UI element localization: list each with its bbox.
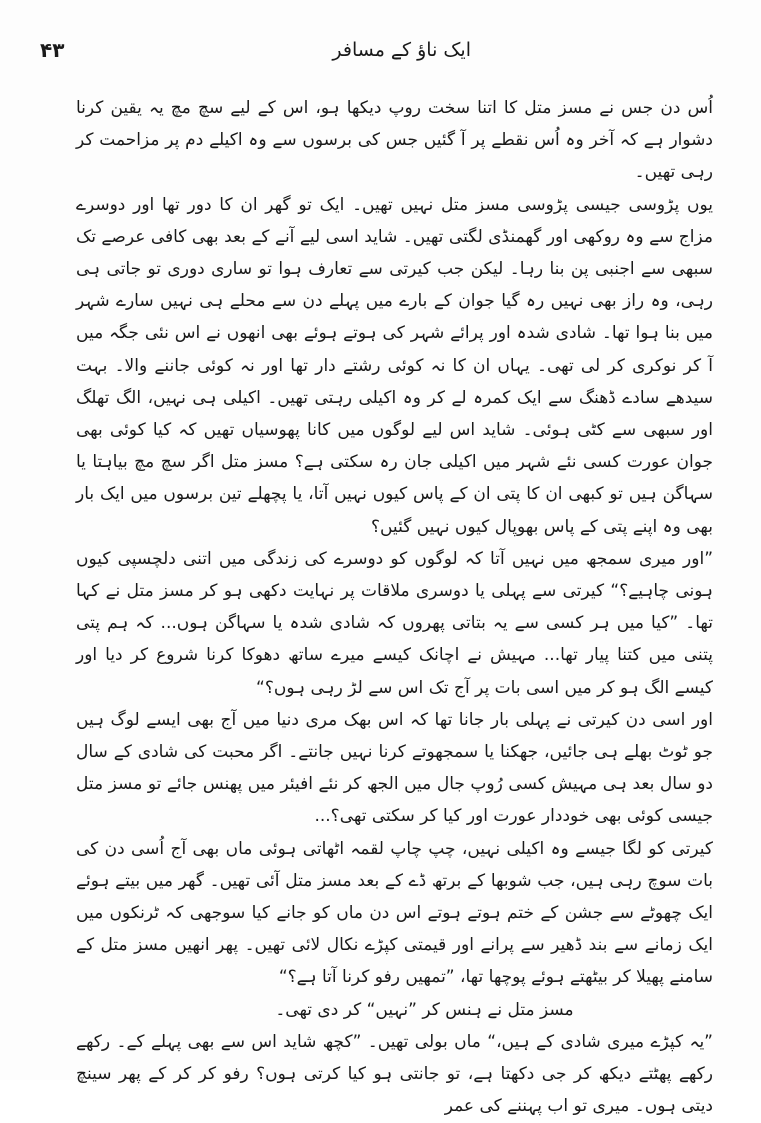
paragraph: اُس دن جس نے مسز متل کا اتنا سخت روپ دیکھا ہو، اس کے لیے سچ مچ یہ یقین کرنا دشوار ہے کہ آخر وہ اُس نقطے پر آ گئیں جس کی برسوں سے وہ اکیلے دم پر مزاحمت کر رہی تھیں۔ <box>76 98 713 183</box>
paragraph: یوں پڑوسی جیسی پڑوسی مسز متل نہیں تھیں۔ ایک تو گھر ان کا دور تھا اور دوسرے مزاج سے وہ روکھی اور گھمنڈی لگتی تھیں۔ شاید اسی لیے آنے کے بعد بھی کافی عرصے تک سبھی سے اجنبی پن بنا رہا۔ لیکن جب کیرتی سے تعارف ہوا تو ساری دوری تو جاتی ہی رہی، وہ راز بھی نہیں رہ گیا جوان کے بارے میں پہلے دن سے محلے ہی نہیں سارے شہر میں بنا ہوا تھا۔ شادی شدہ اور پرائے شہر کی ہوتے ہوئے بھی انھوں نے اس نئی جگہ میں آ کر نوکری کر لی تھی۔ یہاں ان کا نہ کوئی رشتے دار تھا اور نہ کوئی جاننے والا۔ بہت سیدھے سادے ڈھنگ سے ایک کمرہ لے کر وہ اکیلی رہتی تھیں۔ اکیلی ہی نہیں، الگ تھلگ اور سبھی سے کٹی ہوئی۔ شاید اس لیے لوگوں میں کانا پھوسیاں تھیں کہ کیا کوئی بھی جوان عورت کسی نئے شہر میں اکیلی جان رہ سکتی ہے؟ مسز متل اگر سچ مچ بیاہتا یا سہاگن ہیں تو کبھی ان کا پتی ان کے پاس کیوں نہیں آتا، یا پچھلے تین برسوں میں ایک بار بھی وہ اپنے پتی کے پاس بھوپال کیوں نہیں گئیں؟ <box>76 194 713 537</box>
paragraph: اور اسی دن کیرتی نے پہلی بار جانا تھا کہ اس بھک مری دنیا میں آج بھی ایسے لوگ ہیں جو ٹوٹ بھلے ہی جائیں، جھکنا یا سمجھوتے کرنا نہیں جانتے۔ اگر محبت کی شادی کے سال دو سال بعد ہی مہیش کسی رُوپ جال میں الجھ کر نئے افیئر میں پھنس جائے تو مسز متل جیسی کوئی بھی خوددار عورت اور کیا کر سکتی تھی؟... <box>76 709 713 827</box>
running-title: ایک ناؤ کے مسافر <box>332 39 471 61</box>
body-text <box>76 92 713 1123</box>
centered-line: مسز متل نے ہنس کر ”نہیں“ کر دی تھی۔ <box>275 999 574 1020</box>
page-header <box>40 30 701 70</box>
final-paragraph: ”یہ کپڑے میری شادی کے ہیں،“ ماں بولی تھیں۔ ”کچھ شاید اس سے بھی پہلے کے۔ رکھے رکھے پھٹتے دیکھ کر جی دکھتا ہے، تو جانتی ہو کیا کرتی ہوں؟ رفو کر کر کے پھر سینچ دیتی ہوں۔ میری تو اب پہننے کی عمر <box>76 1031 713 1117</box>
paragraph: کیرتی کو لگا جیسے وہ اکیلی نہیں، چپ چاپ لقمہ اٹھاتی ہوئی ماں بھی آج اُسی دن کی بات سوچ رہی ہیں، جب شوبھا کے برتھ ڈے کے بعد مسز متل آئی تھیں۔ گھر میں بیتے ہوئے ایک چھوٹے سے جشن کے ختم ہوتے ہوتے اس دن ماں کو جانے کیا سوجھی کہ ٹرنکوں میں ایک زمانے سے بند ڈھیر سے پرانے اور قیمتی کپڑے نکال لائی تھیں۔ پھر انھیں مسز متل کے سامنے پھیلا کر بیٹھتے ہوئے پوچھا تھا، ”تمھیں رفو کرنا آتا ہے؟“ <box>76 838 713 988</box>
page-number: ۴۳ <box>40 38 65 62</box>
paragraph: ”اور میری سمجھ میں نہیں آتا کہ لوگوں کو دوسرے کی زندگی میں اتنی دلچسپی کیوں ہونی چاہیے؟“ کیرتی سے پہلی یا دوسری ملاقات پر نہایت دکھی ہو کر مسز متل نے کہا تھا۔ ”کیا میں ہر کسی سے یہ بتاتی پھروں کہ شادی شدہ یا سہاگن ہوں... کہ ہم پتی پتنی میں کتنا پیار تھا... مہیش نے اچانک کیسے میرے ساتھ دھوکا کرنا شروع کر دیا اور کیسے الگ ہو کر میں اسی بات پر آج تک اس سے لڑ رہی ہوں؟“ <box>76 548 713 698</box>
